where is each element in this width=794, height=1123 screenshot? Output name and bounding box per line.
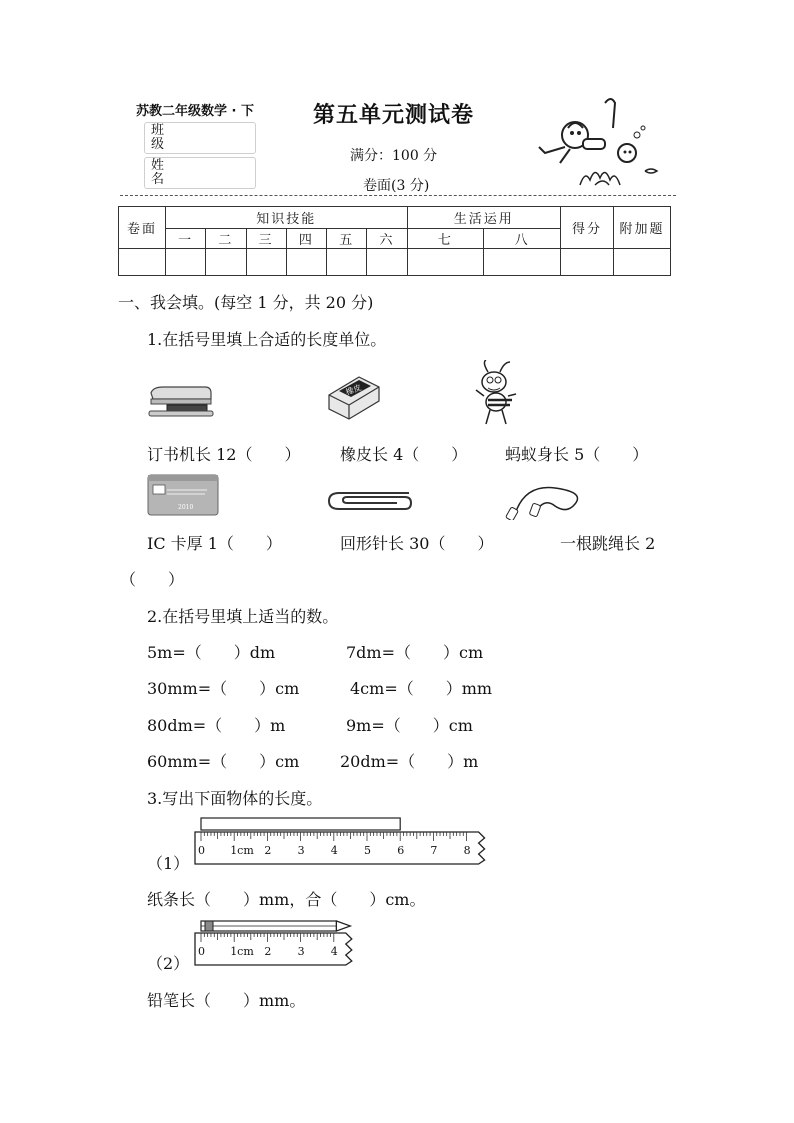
col-8: 八 xyxy=(484,229,561,249)
ic-card-year: 2010 xyxy=(178,504,194,511)
publisher: 苏教二年级数学 · 下 xyxy=(136,104,254,119)
ruler-tick-label: 7 xyxy=(430,844,438,857)
q2-item: 20dm=（ ）m xyxy=(340,752,479,771)
q1-item-ic-card: IC 卡厚 1（ ） xyxy=(147,534,282,553)
ic-card-image xyxy=(147,474,219,516)
neat-header: 卷面 xyxy=(119,207,166,249)
ruler-tick-label: 5 xyxy=(364,844,371,857)
col-3: 三 xyxy=(246,229,286,249)
ruler-tick-label: 1cm xyxy=(230,844,254,857)
page-title: 第五单元测试卷 xyxy=(313,102,475,128)
score-table xyxy=(118,206,671,276)
score-cell[interactable] xyxy=(246,249,286,276)
q2-item: 60mm=（ ）cm xyxy=(147,752,300,771)
col-2: 二 xyxy=(206,229,246,249)
bonus-header: 附加题 xyxy=(614,207,671,249)
score-cell[interactable] xyxy=(286,249,326,276)
pencil-band xyxy=(205,921,213,931)
q2-item: 80dm=（ ）m xyxy=(147,716,286,735)
col-4: 四 xyxy=(286,229,326,249)
score-cell[interactable] xyxy=(327,249,367,276)
paper-strip xyxy=(201,818,400,830)
eraser-label: 橡皮 xyxy=(344,382,363,397)
pencil-tip xyxy=(336,921,350,931)
life-header: 生活运用 xyxy=(407,207,560,229)
ruler-tick-label: 6 xyxy=(397,844,405,857)
col-7: 七 xyxy=(407,229,484,249)
q2-item: 5m=（ ）dm xyxy=(147,643,276,662)
ruler-2 xyxy=(193,917,368,969)
ruler-body xyxy=(195,933,352,965)
class-field[interactable] xyxy=(144,122,256,154)
stapler-image xyxy=(147,383,215,419)
ant-image xyxy=(470,360,525,430)
ruler-tick-label: 2 xyxy=(264,945,272,958)
q1-item-jump-rope: 一根跳绳长 2 xyxy=(560,534,656,553)
jump-rope-image xyxy=(505,478,585,520)
ruler-tick-label: 0 xyxy=(198,945,205,958)
q2-item: 4cm=（ ）mm xyxy=(350,679,493,698)
ruler-1 xyxy=(193,816,493,868)
q1-item-stapler: 订书机长 12（ ） xyxy=(147,445,301,464)
q3-part2-answer: 铅笔长（ ）mm。 xyxy=(147,991,306,1010)
q1-item-ant: 蚂蚁身长 5（ ） xyxy=(505,445,649,464)
col-5: 五 xyxy=(327,229,367,249)
name-label: 姓名 xyxy=(151,158,165,187)
ruler-tick-label: 4 xyxy=(330,844,338,857)
ruler-tick-label: 0 xyxy=(198,844,205,857)
ruler-tick-label: 8 xyxy=(463,844,471,857)
eraser-image xyxy=(325,373,383,423)
score-cell[interactable] xyxy=(407,249,484,276)
col-6: 六 xyxy=(367,229,407,249)
header-divider xyxy=(120,195,676,196)
neatness-score: 卷面(3 分) xyxy=(363,178,430,194)
score-cell[interactable] xyxy=(614,249,671,276)
q1-prompt: 1.在括号里填上合适的长度单位。 xyxy=(147,330,387,349)
q3-part2-label: （2） xyxy=(147,954,190,973)
paper-clip-image xyxy=(325,487,417,513)
q1-item-paper-clip: 回形针长 30（ ） xyxy=(340,534,494,553)
section-1-title: 一、我会填。(每空 1 分，共 20 分) xyxy=(118,293,374,312)
score-cell[interactable] xyxy=(166,249,206,276)
score-cell[interactable] xyxy=(206,249,246,276)
q1-item-jump-rope-wrap: （ ） xyxy=(120,570,185,589)
q2-prompt: 2.在括号里填上适当的数。 xyxy=(147,607,339,626)
q2-item: 30mm=（ ）cm xyxy=(147,679,300,698)
score-cell[interactable] xyxy=(484,249,561,276)
knowledge-header: 知识技能 xyxy=(166,207,408,229)
ruler-tick-label: 4 xyxy=(330,945,338,958)
name-field[interactable] xyxy=(144,157,256,189)
ruler-tick-label: 1cm xyxy=(230,945,254,958)
q1-item-eraser: 橡皮长 4（ ） xyxy=(340,445,468,464)
q3-part1-answer: 纸条长（ ）mm，合（ ）cm。 xyxy=(147,890,426,909)
score-cell[interactable] xyxy=(561,249,614,276)
q3-part1-label: （1） xyxy=(147,854,190,873)
ruler-tick-label: 2 xyxy=(264,844,272,857)
q3-prompt: 3.写出下面物体的长度。 xyxy=(147,789,323,808)
col-1: 一 xyxy=(166,229,206,249)
q2-item: 7dm=（ ）cm xyxy=(346,643,484,662)
q2-item: 9m=（ ）cm xyxy=(346,716,473,735)
ruler-tick-label: 3 xyxy=(297,945,305,958)
ruler-tick-label: 3 xyxy=(297,844,305,857)
class-label: 班级 xyxy=(151,123,165,152)
score-cell[interactable] xyxy=(367,249,407,276)
score-header: 得分 xyxy=(561,207,614,249)
diver-illustration xyxy=(535,95,670,190)
score-cell[interactable] xyxy=(119,249,166,276)
full-score: 满分：100 分 xyxy=(350,148,438,164)
